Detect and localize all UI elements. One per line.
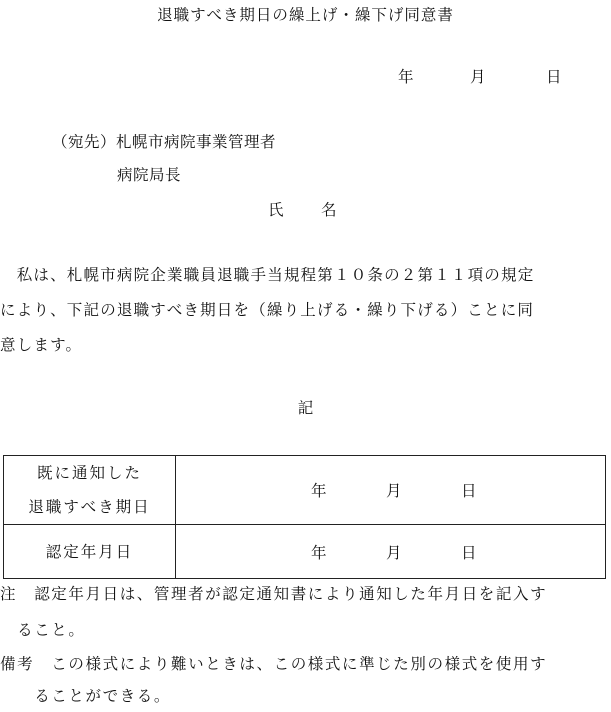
notified-date-value[interactable]: [176, 456, 606, 525]
table-row: [4, 456, 606, 525]
certified-date-label: 認定年月日: [4, 525, 176, 579]
table-row: [4, 525, 606, 579]
certified-year-label: 年: [311, 543, 327, 562]
certified-day-label: 日: [461, 543, 477, 562]
statement-line-1: 私は、札幌市病院企業職員退職手当規程第１０条の２第１１項の規定: [0, 266, 535, 284]
certified-date-value[interactable]: [176, 525, 606, 579]
notified-date-label-line1: 既に通知した: [36, 464, 142, 482]
notified-date-label: [4, 456, 176, 525]
statement-line-2: により、下記の退職すべき期日を（繰り上げる・繰り下げる）ことに同: [0, 301, 535, 319]
remarks-line-1: 備考 この様式により難いときは、この様式に準じた別の様式を使用す: [0, 655, 548, 673]
certified-month-label: 月: [386, 543, 402, 562]
signer-surname-label: 氏: [268, 201, 284, 219]
remarks-line-2: ることができる。: [0, 687, 172, 705]
addressee-line: （宛先）札幌市病院事業管理者: [52, 133, 277, 151]
document-title: 退職すべき期日の繰上げ・繰下げ同意書: [157, 6, 454, 24]
statement-line-3: 意します。: [0, 336, 83, 354]
date-day-label: 日: [546, 68, 562, 86]
signer-name-label: 名: [321, 201, 337, 219]
date-month-label: 月: [470, 68, 486, 86]
notified-date-label-line2: 退職すべき期日: [28, 498, 151, 516]
date-year-label: 年: [398, 68, 414, 86]
notified-month-label: 月: [386, 482, 402, 500]
notified-year-label: 年: [311, 482, 327, 500]
ki-heading: 記: [297, 399, 314, 417]
addressee-title: 病院局長: [117, 166, 182, 184]
note-line-1: 注 認定年月日は、管理者が認定通知書により通知した年月日を記入す: [0, 585, 548, 603]
notified-day-label: 日: [461, 482, 477, 500]
date-table: [3, 455, 606, 579]
consent-statement: [0, 258, 611, 363]
note-line-2: ること。: [0, 621, 86, 639]
